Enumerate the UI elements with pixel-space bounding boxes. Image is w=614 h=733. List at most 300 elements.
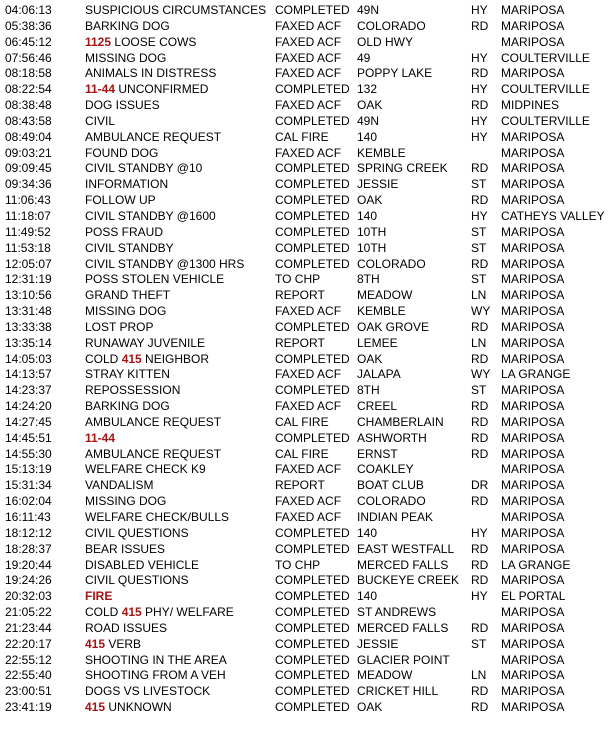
call-city: MARIPOSA: [501, 66, 565, 81]
call-type: [85, 241, 174, 257]
street-suffix: RD: [471, 684, 489, 699]
call-disposition: COMPLETED: [275, 177, 350, 192]
call-text: CIVIL STANDBY @1300 HRS: [85, 256, 245, 271]
call-city: MARIPOSA: [501, 224, 565, 239]
street-suffix: ST: [471, 272, 487, 287]
call-street: BUCKEYE CREEK: [357, 573, 460, 588]
table-row: [5, 637, 611, 653]
call-type: [85, 558, 199, 574]
street-suffix: RD: [471, 573, 489, 588]
call-code: 11-44: [85, 430, 116, 445]
street-suffix: RD: [471, 319, 489, 334]
street-suffix: RD: [471, 18, 489, 33]
call-type: [85, 605, 234, 621]
table-row: [5, 668, 611, 684]
call-city: MARIPOSA: [501, 620, 565, 635]
call-text: POSS FRAUD: [85, 224, 164, 239]
call-type: [85, 462, 206, 478]
call-disposition: COMPLETED: [275, 620, 350, 635]
call-disposition: COMPLETED: [275, 3, 350, 17]
call-street: 140: [357, 129, 378, 144]
call-street: MEADOW: [357, 668, 413, 683]
call-text: BEAR ISSUES: [85, 541, 166, 556]
call-text: LOST PROP: [85, 319, 154, 334]
call-text: FOLLOW UP: [85, 193, 156, 208]
call-text: CIVIL STANDBY @1600: [85, 208, 216, 223]
street-suffix: WY: [471, 367, 491, 382]
call-time: 07:56:46: [5, 50, 52, 65]
call-time: 08:22:54: [5, 82, 52, 97]
call-city: MARIPOSA: [501, 256, 565, 271]
call-street: OAK: [357, 98, 383, 113]
call-time: 18:28:37: [5, 541, 52, 556]
call-time: 08:38:48: [5, 98, 52, 113]
call-disposition: CAL FIRE: [275, 446, 329, 461]
street-suffix: RD: [471, 700, 489, 715]
call-city: MARIPOSA: [501, 34, 565, 49]
call-disposition: FAXED ACF: [275, 66, 342, 81]
call-type: [85, 399, 170, 415]
call-street: ERNST: [357, 446, 398, 461]
call-city: COULTERVILLE: [501, 50, 590, 65]
call-text: REPOSSESSION: [85, 383, 181, 398]
table-row: [5, 225, 611, 241]
call-time: 22:20:17: [5, 636, 52, 651]
call-city: MARIPOSA: [501, 684, 565, 699]
table-row: [5, 399, 611, 415]
call-text: MISSING DOG: [85, 304, 167, 319]
call-city: MARIPOSA: [501, 525, 565, 540]
call-city: COULTERVILLE: [501, 82, 590, 97]
call-street: MERCED FALLS: [357, 620, 449, 635]
call-city: MARIPOSA: [501, 510, 565, 524]
call-text: ROAD ISSUES: [85, 620, 168, 635]
table-row: [5, 272, 611, 288]
call-street: LEMEE: [357, 335, 398, 350]
call-city: MARIPOSA: [501, 430, 565, 445]
call-disposition: FAXED ACF: [275, 34, 342, 49]
call-city: MARIPOSA: [501, 335, 565, 350]
table-row: [5, 161, 611, 177]
call-type: [85, 257, 244, 273]
call-disposition: CAL FIRE: [275, 414, 329, 429]
call-city: MARIPOSA: [501, 494, 565, 509]
call-code: FIRE: [85, 589, 113, 604]
street-suffix: HY: [471, 589, 488, 604]
call-street: 49N: [357, 113, 380, 128]
call-time: 21:23:44: [5, 620, 52, 635]
call-type: [85, 478, 153, 494]
call-time: 18:12:12: [5, 525, 52, 540]
table-row: [5, 19, 611, 35]
call-text: ANIMALS IN DISTRESS: [85, 66, 217, 81]
call-street: COLORADO: [357, 494, 426, 509]
call-city: MARIPOSA: [501, 193, 565, 208]
call-disposition: COMPLETED: [275, 113, 350, 128]
call-street: BOAT CLUB: [357, 478, 424, 493]
call-type: [85, 336, 205, 352]
call-disposition: COMPLETED: [275, 256, 350, 271]
call-type: [85, 494, 166, 510]
table-row: [5, 336, 611, 352]
call-disposition: REPORT: [275, 288, 325, 303]
call-city: MARIPOSA: [501, 652, 565, 667]
call-code: 415: [85, 700, 106, 715]
street-suffix: RD: [471, 256, 489, 271]
call-street: CRICKET HILL: [357, 684, 439, 699]
call-city: MARIPOSA: [501, 446, 565, 461]
call-disposition: REPORT: [275, 335, 325, 350]
call-text: NEIGHBOR: [141, 351, 210, 366]
street-suffix: RD: [471, 446, 489, 461]
call-text: RUNAWAY JUVENILE: [85, 335, 206, 350]
call-text: VERB: [108, 636, 142, 651]
street-suffix: RD: [471, 620, 489, 635]
call-type: [85, 209, 216, 225]
call-city: MIDPINES: [501, 98, 560, 113]
call-disposition: COMPLETED: [275, 573, 350, 588]
call-text: UNCONFIRMED: [118, 82, 209, 97]
call-type: [85, 352, 209, 368]
call-city: MARIPOSA: [501, 272, 565, 287]
call-time: 11:06:43: [5, 193, 51, 208]
call-text: BARKING DOG: [85, 18, 170, 33]
call-city: MARIPOSA: [501, 3, 565, 17]
call-time: 13:33:38: [5, 319, 52, 334]
street-suffix: RD: [471, 414, 489, 429]
call-text: STRAY KITTEN: [85, 367, 170, 382]
street-suffix: RD: [471, 193, 489, 208]
call-time: 13:31:48: [5, 304, 52, 319]
call-type: [85, 288, 170, 304]
call-city: MARIPOSA: [501, 161, 565, 176]
call-type: [85, 383, 180, 399]
call-street: JESSIE: [357, 177, 399, 192]
call-text: WELFARE CHECK K9: [85, 462, 206, 477]
call-text: CIVIL QUESTIONS: [85, 573, 189, 588]
call-type: [85, 130, 221, 146]
call-time: 14:23:37: [5, 383, 52, 398]
street-suffix: ST: [471, 383, 487, 398]
street-suffix: ST: [471, 240, 487, 255]
table-row: [5, 320, 611, 336]
call-disposition: COMPLETED: [275, 525, 350, 540]
call-type: [85, 35, 196, 51]
call-city: MARIPOSA: [501, 177, 565, 192]
street-suffix: RD: [471, 399, 489, 414]
call-disposition: FAXED ACF: [275, 18, 342, 33]
street-suffix: RD: [471, 66, 489, 81]
call-type: [85, 114, 115, 130]
call-type: [85, 526, 189, 542]
street-suffix: LN: [471, 288, 487, 303]
call-text: WELFARE CHECK/BULLS: [85, 510, 230, 524]
call-city: MARIPOSA: [501, 304, 565, 319]
table-row: [5, 684, 611, 700]
call-city: MARIPOSA: [501, 478, 565, 493]
call-city: MARIPOSA: [501, 18, 565, 33]
call-text: AMBULANCE REQUEST: [85, 414, 222, 429]
street-suffix: WY: [471, 304, 491, 319]
table-row: [5, 510, 611, 526]
street-suffix: HY: [471, 50, 488, 65]
call-street: JALAPA: [357, 367, 401, 382]
call-type: [85, 573, 189, 589]
call-time: 12:05:07: [5, 256, 52, 271]
call-text: DOGS VS LIVESTOCK: [85, 684, 211, 699]
call-time: 08:18:58: [5, 66, 52, 81]
call-disposition: COMPLETED: [275, 684, 350, 699]
call-time: 11:53:18: [5, 240, 51, 255]
street-suffix: LN: [471, 335, 487, 350]
street-suffix: RD: [471, 351, 489, 366]
street-suffix: ST: [471, 224, 487, 239]
table-row: [5, 257, 611, 273]
street-suffix: HY: [471, 113, 488, 128]
call-text: MISSING DOG: [85, 50, 167, 65]
call-type: [85, 542, 165, 558]
call-text: LOOSE COWS: [114, 34, 197, 49]
call-disposition: COMPLETED: [275, 589, 350, 604]
call-time: 04:06:13: [5, 3, 52, 17]
call-disposition: COMPLETED: [275, 652, 350, 667]
call-time: 20:32:03: [5, 589, 52, 604]
table-row: [5, 415, 611, 431]
call-time: 16:02:04: [5, 494, 52, 509]
call-time: 14:45:51: [5, 430, 52, 445]
call-text: COLD: [85, 351, 122, 366]
street-suffix: RD: [471, 557, 489, 572]
call-time: 08:43:58: [5, 113, 52, 128]
call-time: 19:24:26: [5, 573, 52, 588]
table-row: [5, 51, 611, 67]
call-disposition: FAXED ACF: [275, 399, 342, 414]
call-street: KEMBLE: [357, 145, 406, 160]
call-disposition: COMPLETED: [275, 605, 350, 620]
call-type: [85, 621, 167, 637]
call-disposition: FAXED ACF: [275, 304, 342, 319]
call-time: 06:45:12: [5, 34, 52, 49]
call-type: [85, 98, 160, 114]
call-type: [85, 684, 210, 700]
call-text: SHOOTING IN THE AREA: [85, 652, 227, 667]
street-suffix: ST: [471, 636, 487, 651]
call-disposition: COMPLETED: [275, 383, 350, 398]
call-street: ST ANDREWS: [357, 605, 437, 620]
call-type: [85, 320, 153, 336]
street-suffix: RD: [471, 494, 489, 509]
table-row: [5, 653, 611, 669]
call-time: 09:09:45: [5, 161, 52, 176]
table-row: [5, 526, 611, 542]
call-time: 22:55:12: [5, 652, 52, 667]
call-street: 140: [357, 208, 378, 223]
call-city: MARIPOSA: [501, 573, 565, 588]
call-text: AMBULANCE REQUEST: [85, 129, 222, 144]
call-disposition: COMPLETED: [275, 224, 350, 239]
call-city: MARIPOSA: [501, 129, 565, 144]
call-city: LA GRANGE: [501, 557, 571, 572]
call-disposition: FAXED ACF: [275, 98, 342, 113]
street-suffix: LN: [471, 668, 487, 683]
call-street: CHAMBERLAIN: [357, 414, 444, 429]
call-time: 23:00:51: [5, 684, 52, 699]
table-row: [5, 209, 611, 225]
call-street: 49N: [357, 3, 380, 17]
call-type: [85, 19, 170, 35]
call-type: [85, 146, 158, 162]
call-disposition: COMPLETED: [275, 161, 350, 176]
table-row: [5, 98, 611, 114]
call-type: [85, 272, 224, 288]
street-suffix: HY: [471, 208, 488, 223]
call-disposition: COMPLETED: [275, 430, 350, 445]
call-type: [85, 510, 229, 526]
call-time: 11:18:07: [5, 208, 51, 223]
call-text: UNKNOWN: [108, 700, 172, 715]
call-type: [85, 3, 266, 19]
call-disposition: FAXED ACF: [275, 145, 342, 160]
table-row: [5, 304, 611, 320]
call-city: MARIPOSA: [501, 700, 565, 715]
call-city: CATHEYS VALLEY: [501, 208, 605, 223]
call-text: COLD: [85, 605, 122, 620]
call-code: 415: [121, 351, 142, 366]
call-text: BARKING DOG: [85, 399, 170, 414]
call-street: INDIAN PEAK: [357, 510, 434, 524]
call-time: 21:05:22: [5, 605, 52, 620]
call-disposition: COMPLETED: [275, 193, 350, 208]
call-street: 10TH: [357, 224, 387, 239]
table-row: [5, 494, 611, 510]
call-street: COLORADO: [357, 18, 426, 33]
call-code: 415: [121, 605, 142, 620]
call-text: POSS STOLEN VEHICLE: [85, 272, 225, 287]
table-row: [5, 114, 611, 130]
call-time: 09:34:36: [5, 177, 52, 192]
call-street: OAK: [357, 700, 383, 715]
table-row: [5, 35, 611, 51]
table-row: [5, 542, 611, 558]
street-suffix: HY: [471, 129, 488, 144]
call-street: OLD HWY: [357, 34, 414, 49]
call-text: FOUND DOG: [85, 145, 159, 160]
street-suffix: HY: [471, 82, 488, 97]
call-type: [85, 668, 226, 684]
call-street: 140: [357, 525, 378, 540]
call-log-table: [5, 3, 611, 716]
call-street: OAK: [357, 193, 383, 208]
call-time: 14:13:57: [5, 367, 52, 382]
table-row: [5, 146, 611, 162]
table-row: [5, 431, 611, 447]
call-type: [85, 700, 172, 716]
call-disposition: COMPLETED: [275, 319, 350, 334]
call-type: [85, 177, 168, 193]
table-row: [5, 383, 611, 399]
call-time: 13:35:14: [5, 335, 52, 350]
call-text: MISSING DOG: [85, 494, 167, 509]
call-street: MERCED FALLS: [357, 557, 449, 572]
call-disposition: COMPLETED: [275, 351, 350, 366]
call-street: POPPY LAKE: [357, 66, 433, 81]
call-disposition: FAXED ACF: [275, 494, 342, 509]
call-type: [85, 415, 221, 431]
call-text: AMBULANCE REQUEST: [85, 446, 222, 461]
call-time: 22:55:40: [5, 668, 52, 683]
table-row: [5, 66, 611, 82]
call-street: CREEL: [357, 399, 398, 414]
call-text: INFORMATION: [85, 177, 169, 192]
table-row: [5, 367, 611, 383]
call-street: KEMBLE: [357, 304, 406, 319]
table-row: [5, 700, 611, 716]
call-text: CIVIL QUESTIONS: [85, 525, 189, 540]
table-row: [5, 241, 611, 257]
call-disposition: COMPLETED: [275, 82, 350, 97]
call-city: MARIPOSA: [501, 351, 565, 366]
call-disposition: COMPLETED: [275, 668, 350, 683]
call-street: 8TH: [357, 383, 380, 398]
call-type: [85, 431, 115, 447]
call-city: MARIPOSA: [501, 383, 565, 398]
call-city: MARIPOSA: [501, 240, 565, 255]
street-suffix: HY: [471, 525, 488, 540]
call-text: CIVIL: [85, 113, 116, 128]
call-street: OAK GROVE: [357, 319, 430, 334]
call-time: 09:03:21: [5, 145, 52, 160]
call-type: [85, 66, 216, 82]
call-street: EAST WESTFALL: [357, 541, 455, 556]
call-city: MARIPOSA: [501, 319, 565, 334]
street-suffix: HY: [471, 3, 488, 17]
table-row: [5, 193, 611, 209]
call-disposition: COMPLETED: [275, 636, 350, 651]
call-text: PHY/ WELFARE: [141, 605, 234, 620]
table-row: [5, 3, 611, 19]
call-time: 14:24:20: [5, 399, 52, 414]
call-time: 15:31:34: [5, 478, 52, 493]
call-city: MARIPOSA: [501, 605, 565, 620]
call-city: MARIPOSA: [501, 145, 565, 160]
call-city: LA GRANGE: [501, 367, 571, 382]
table-row: [5, 130, 611, 146]
call-type: [85, 653, 227, 669]
call-text: VANDALISM: [85, 478, 154, 493]
call-type: [85, 51, 166, 67]
call-text: SUSPICIOUS CIRCUMSTANCES: [85, 3, 267, 17]
call-street: 10TH: [357, 240, 387, 255]
call-text: CIVIL STANDBY: [85, 240, 174, 255]
call-time: 14:55:30: [5, 446, 52, 461]
call-city: MARIPOSA: [501, 288, 565, 303]
call-disposition: TO CHP: [275, 557, 321, 572]
call-type: [85, 304, 166, 320]
call-street: COAKLEY: [357, 462, 414, 477]
call-text: DOG ISSUES: [85, 98, 160, 113]
call-text: CIVIL STANDBY @10: [85, 161, 203, 176]
call-city: MARIPOSA: [501, 462, 565, 477]
call-type: [85, 637, 141, 653]
call-time: 15:13:19: [5, 462, 52, 477]
street-suffix: DR: [471, 478, 489, 493]
call-disposition: FAXED ACF: [275, 50, 342, 65]
table-row: [5, 288, 611, 304]
call-disposition: REPORT: [275, 478, 325, 493]
call-code: 1125: [85, 34, 112, 49]
call-street: 140: [357, 589, 378, 604]
call-disposition: COMPLETED: [275, 541, 350, 556]
